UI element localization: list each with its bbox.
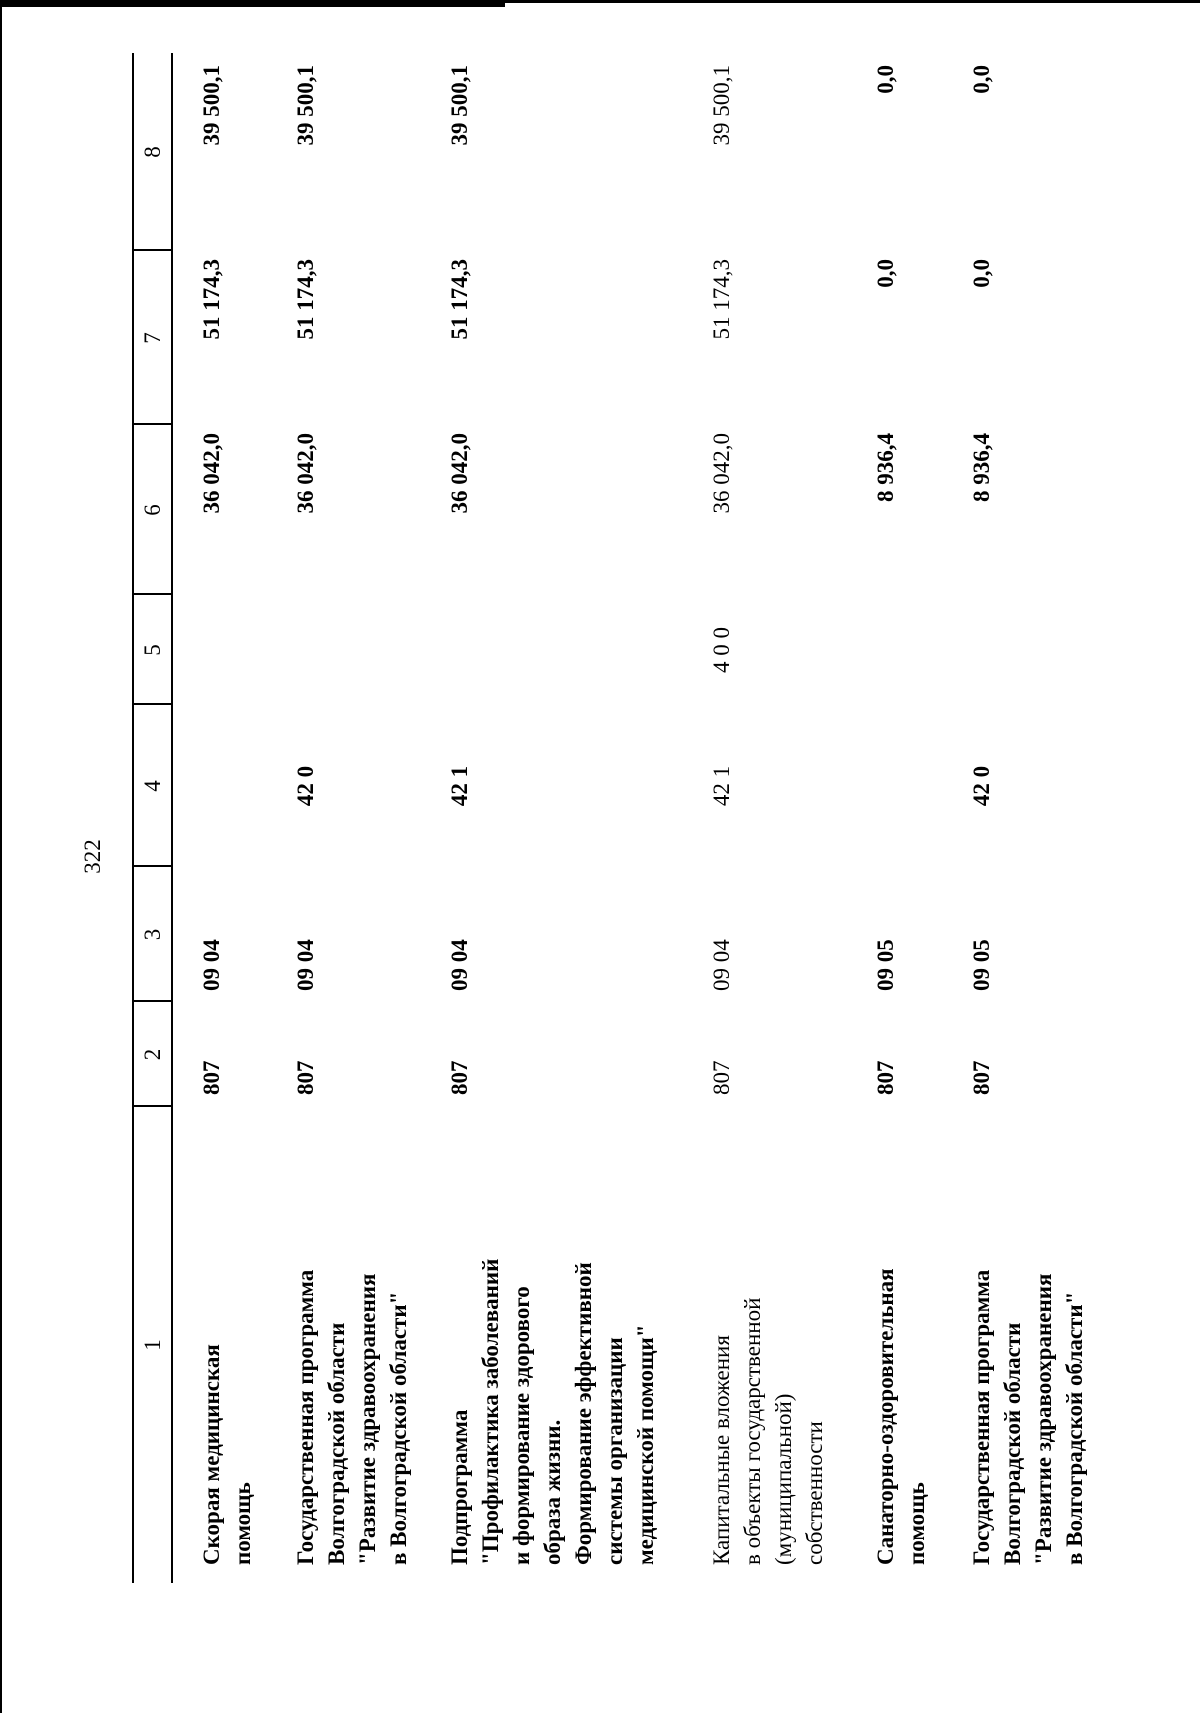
header-bottom-line xyxy=(171,53,173,1583)
row-3-name: Подпрограмма "Профилактика заболеваний и формирование здорового образа жизни. Формирование эффективной системы организации медицинской помощи" xyxy=(447,1258,658,1565)
row-1-c6: 36 042,0 xyxy=(199,433,224,514)
row-3-c8: 39 500,1 xyxy=(447,65,472,146)
row-3-c7: 51 174,3 xyxy=(447,259,472,340)
row-5-c6: 8 936,4 xyxy=(873,433,898,502)
row-6-c3: 09 05 xyxy=(969,939,994,991)
row-6-c7: 0,0 xyxy=(969,259,994,288)
row-5-c2: 807 xyxy=(873,1060,898,1095)
col-header-1: 1 xyxy=(140,1339,165,1351)
row-2-c2: 807 xyxy=(293,1060,318,1095)
row-4-name: Капитальные вложения в объекты государственной (муниципальной) собственности xyxy=(709,1297,827,1565)
row-3-c4: 42 1 xyxy=(447,765,472,807)
row-3-c2: 807 xyxy=(447,1060,472,1095)
page-number: 322 xyxy=(80,839,105,874)
row-4-c5: 4 0 0 xyxy=(709,627,734,673)
row-3-c3: 09 04 xyxy=(447,939,472,991)
row-2-c3: 09 04 xyxy=(293,939,318,991)
col-header-6: 6 xyxy=(140,504,165,516)
row-4-c6: 36 042,0 xyxy=(709,433,734,514)
row-6-c6: 8 936,4 xyxy=(969,433,994,502)
row-4-c7: 51 174,3 xyxy=(709,259,734,340)
col-header-2: 2 xyxy=(140,1048,165,1061)
row-4-c3: 09 04 xyxy=(709,939,734,991)
row-2-c4: 42 0 xyxy=(293,765,318,807)
row-6-c2: 807 xyxy=(969,1060,994,1095)
row-5-c3: 09 05 xyxy=(873,939,898,991)
row-5-c8: 0,0 xyxy=(873,65,898,94)
col-header-3: 3 xyxy=(140,928,165,941)
row-2-c8: 39 500,1 xyxy=(293,65,318,146)
row-5-c7: 0,0 xyxy=(873,259,898,288)
row-1-c2: 807 xyxy=(199,1060,224,1095)
row-4-c2: 807 xyxy=(709,1060,734,1095)
row-4-c4: 42 1 xyxy=(709,765,734,807)
row-5-name: Санаторно-оздоровительная помощь xyxy=(873,1268,929,1565)
table-top-line xyxy=(132,53,134,1583)
row-4-c8: 39 500,1 xyxy=(709,65,734,146)
row-1-c8: 39 500,1 xyxy=(199,65,224,146)
row-3-c6: 36 042,0 xyxy=(447,433,472,514)
row-6-name: Государственная программа Волгоградской области "Развитие здравоохранения в Волгоградской области" xyxy=(969,1269,1087,1565)
row-6-c8: 0,0 xyxy=(969,65,994,94)
row-2-c6: 36 042,0 xyxy=(293,433,318,514)
col-header-4: 4 xyxy=(140,780,165,792)
col-header-7: 7 xyxy=(140,332,165,344)
row-1-name: Скорая медицинская помощь xyxy=(199,1344,255,1565)
row-1-c7: 51 174,3 xyxy=(199,259,224,340)
col-header-8: 8 xyxy=(140,146,165,158)
col-header-5: 5 xyxy=(140,644,165,656)
row-2-c7: 51 174,3 xyxy=(293,259,318,340)
row-6-c4: 42 0 xyxy=(969,765,994,807)
row-2-name: Государственная программа Волгоградской области "Развитие здравоохранения в Волгоградской области" xyxy=(293,1269,411,1565)
row-1-c3: 09 04 xyxy=(199,939,224,991)
